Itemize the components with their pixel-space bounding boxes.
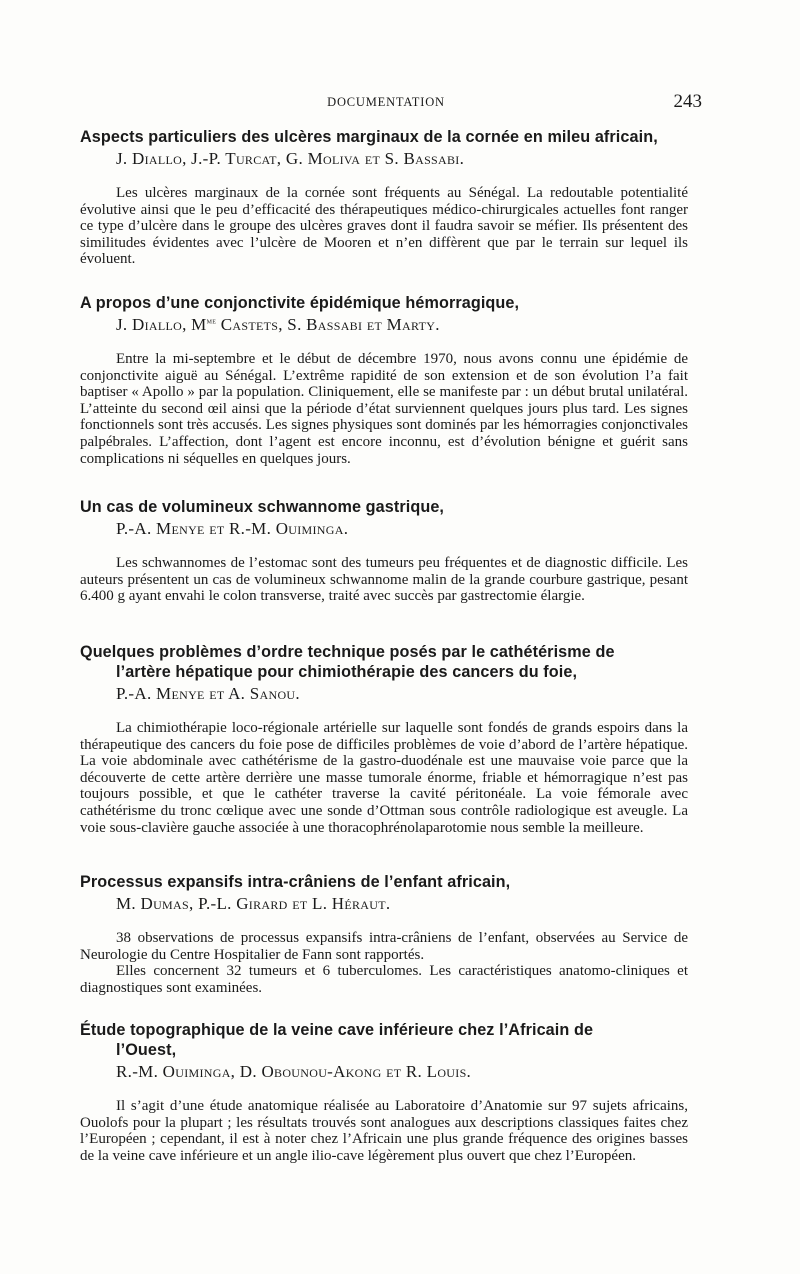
article-title-line: Étude topographique de la veine cave inférieure chez l’Africain de bbox=[80, 1021, 594, 1039]
article-title bbox=[80, 1020, 688, 1060]
article-authors: M. Dumas, P.-L. Girard et L. Héraut. bbox=[116, 894, 391, 913]
authors-part: Castets, S. Bassabi et Marty. bbox=[216, 315, 440, 334]
article-authors: P.-A. Menye et R.-M. Ouiminga. bbox=[116, 519, 349, 538]
article-title: Un cas de volumineux schwannome gastrique, bbox=[80, 498, 445, 516]
running-header bbox=[78, 91, 702, 114]
article-title bbox=[80, 642, 688, 682]
article-corneal-ulcers bbox=[80, 127, 688, 268]
abstract-paragraph: 38 observations de processus expansifs intra-crâniens de l’enfant, observées au Service de Neurologie du Centre Hospitalier de Fann sont rapportés. bbox=[80, 930, 688, 963]
article-title: A propos d’une conjonctivite épidémique hémorragique, bbox=[80, 294, 520, 312]
article-authors bbox=[116, 313, 688, 337]
authors-superscript: me bbox=[206, 315, 217, 326]
article-title: Processus expansifs intra-crâniens de l’enfant africain, bbox=[80, 873, 511, 891]
abstract-paragraph: Les ulcères marginaux de la cornée sont fréquents au Sénégal. La redoutable potentialité évolutive ainsi que le peu d’efficacité des thérapeutiques médico-chirurgicales actuelles font ranger ce type d’ulcère dans le groupe des ulcères graves dont il faudra savoir se méfier. Ils présentent des similitudes évidentes avec l’ulcère de Mooren et n’en diffèrent que par le terrain sur lequel ils évoluent. bbox=[80, 185, 688, 268]
article-title-line: Quelques problèmes d’ordre technique posés par le cathétérisme de bbox=[80, 643, 615, 661]
abstract-paragraph: Entre la mi-septembre et le début de décembre 1970, nous avons connu une épidémie de conjonctivite aiguë au Sénégal. L’extrême rapidité de son extension et de son évolution l’a fait baptiser « Apollo » par la population. Cliniquement, elle se manifeste par : un début brutal unilatéral. L’atteinte du second œil ainsi que la période d’état surviennent quelques jours plus tard. Les signes fonctionnels sont très accusés. Les signes physiques sont dominés par les hémorragies conjonctivales palpébrales. L’affection, dont l’agent est encore inconnu, est d’évolution bénigne et guérit sans complications ni séquelles en quelques jours. bbox=[80, 351, 688, 467]
article-abstract bbox=[80, 930, 688, 996]
article-abstract bbox=[80, 720, 688, 836]
running-title: DOCUMENTATION bbox=[327, 95, 445, 109]
authors-part: J. Diallo, M bbox=[116, 315, 207, 334]
article-hepatic-catheterization bbox=[80, 642, 688, 836]
article-schwannoma bbox=[80, 497, 688, 605]
abstract-paragraph: Il s’agit d’une étude anatomique réalisée au Laboratoire d’Anatomie sur 97 sujets africains, Ouolofs pour la plupart ; les résultats trouvés sont analogues aux descriptions classiques faites chez l’Européen ; cependant, il est à noter chez l’Africain une plus grande fréquence des origines basses de la veine cave inférieure et un angle ilio-cave légèrement plus ouvert que chez l’Européen. bbox=[80, 1098, 688, 1164]
abstract-paragraph: Les schwannomes de l’estomac sont des tumeurs peu fréquentes et de diagnostic difficile. Les auteurs présentent un cas de volumineux schwannome malin de la grande courbure gastrique, pesant 6.400 g ayant envahi le colon transverse, traité avec succès par gastrectomie élargie. bbox=[80, 555, 688, 605]
article-intracranial bbox=[80, 872, 688, 996]
article-authors: P.-A. Menye et A. Sanou. bbox=[116, 684, 300, 703]
article-title: Aspects particuliers des ulcères marginaux de la cornée en mileu africain, bbox=[80, 128, 658, 146]
article-title-line: l’Ouest, bbox=[116, 1041, 177, 1059]
article-abstract bbox=[80, 351, 688, 467]
article-abstract bbox=[80, 555, 688, 605]
article-abstract bbox=[80, 185, 688, 268]
page-number: 243 bbox=[673, 91, 702, 112]
abstract-paragraph: Elles concernent 32 tumeurs et 6 tuberculomes. Les caractéristiques anatomo-cliniques et diagnostiques sont examinées. bbox=[80, 963, 688, 996]
article-vena-cava bbox=[80, 1020, 688, 1164]
article-abstract bbox=[80, 1098, 688, 1164]
abstract-paragraph: La chimiothérapie loco-régionale artérielle sur laquelle sont fondés de grands espoirs dans la thérapeutique des cancers du foie pose de difficiles problèmes de voie d’abord de l’artère hépatique. La voie abdominale avec cathétérisme de la gastro-duodénale est une mauvaise voie parce que la découverte de cette artère derrière une masse tumorale énorme, friable et hémorragique n’est pas toujours possible, et que le cathéter traverse la cavité péritonéale. La voie fémorale avec cathétérisme du tronc cœlique avec une sonde d’Ottman sous contrôle radiologique est aveugle. La voie sous-clavière gauche associée à une thoracophrénolaparotomie nous semble la meilleure. bbox=[80, 720, 688, 836]
article-authors: R.-M. Ouiminga, D. Obounou-Akong et R. Louis. bbox=[116, 1062, 472, 1081]
article-conjunctivitis bbox=[80, 293, 688, 467]
article-authors: J. Diallo, J.-P. Turcat, G. Moliva et S. Bassabi. bbox=[116, 149, 465, 168]
article-title-line: l’artère hépatique pour chimiothérapie des cancers du foie, bbox=[116, 663, 578, 681]
